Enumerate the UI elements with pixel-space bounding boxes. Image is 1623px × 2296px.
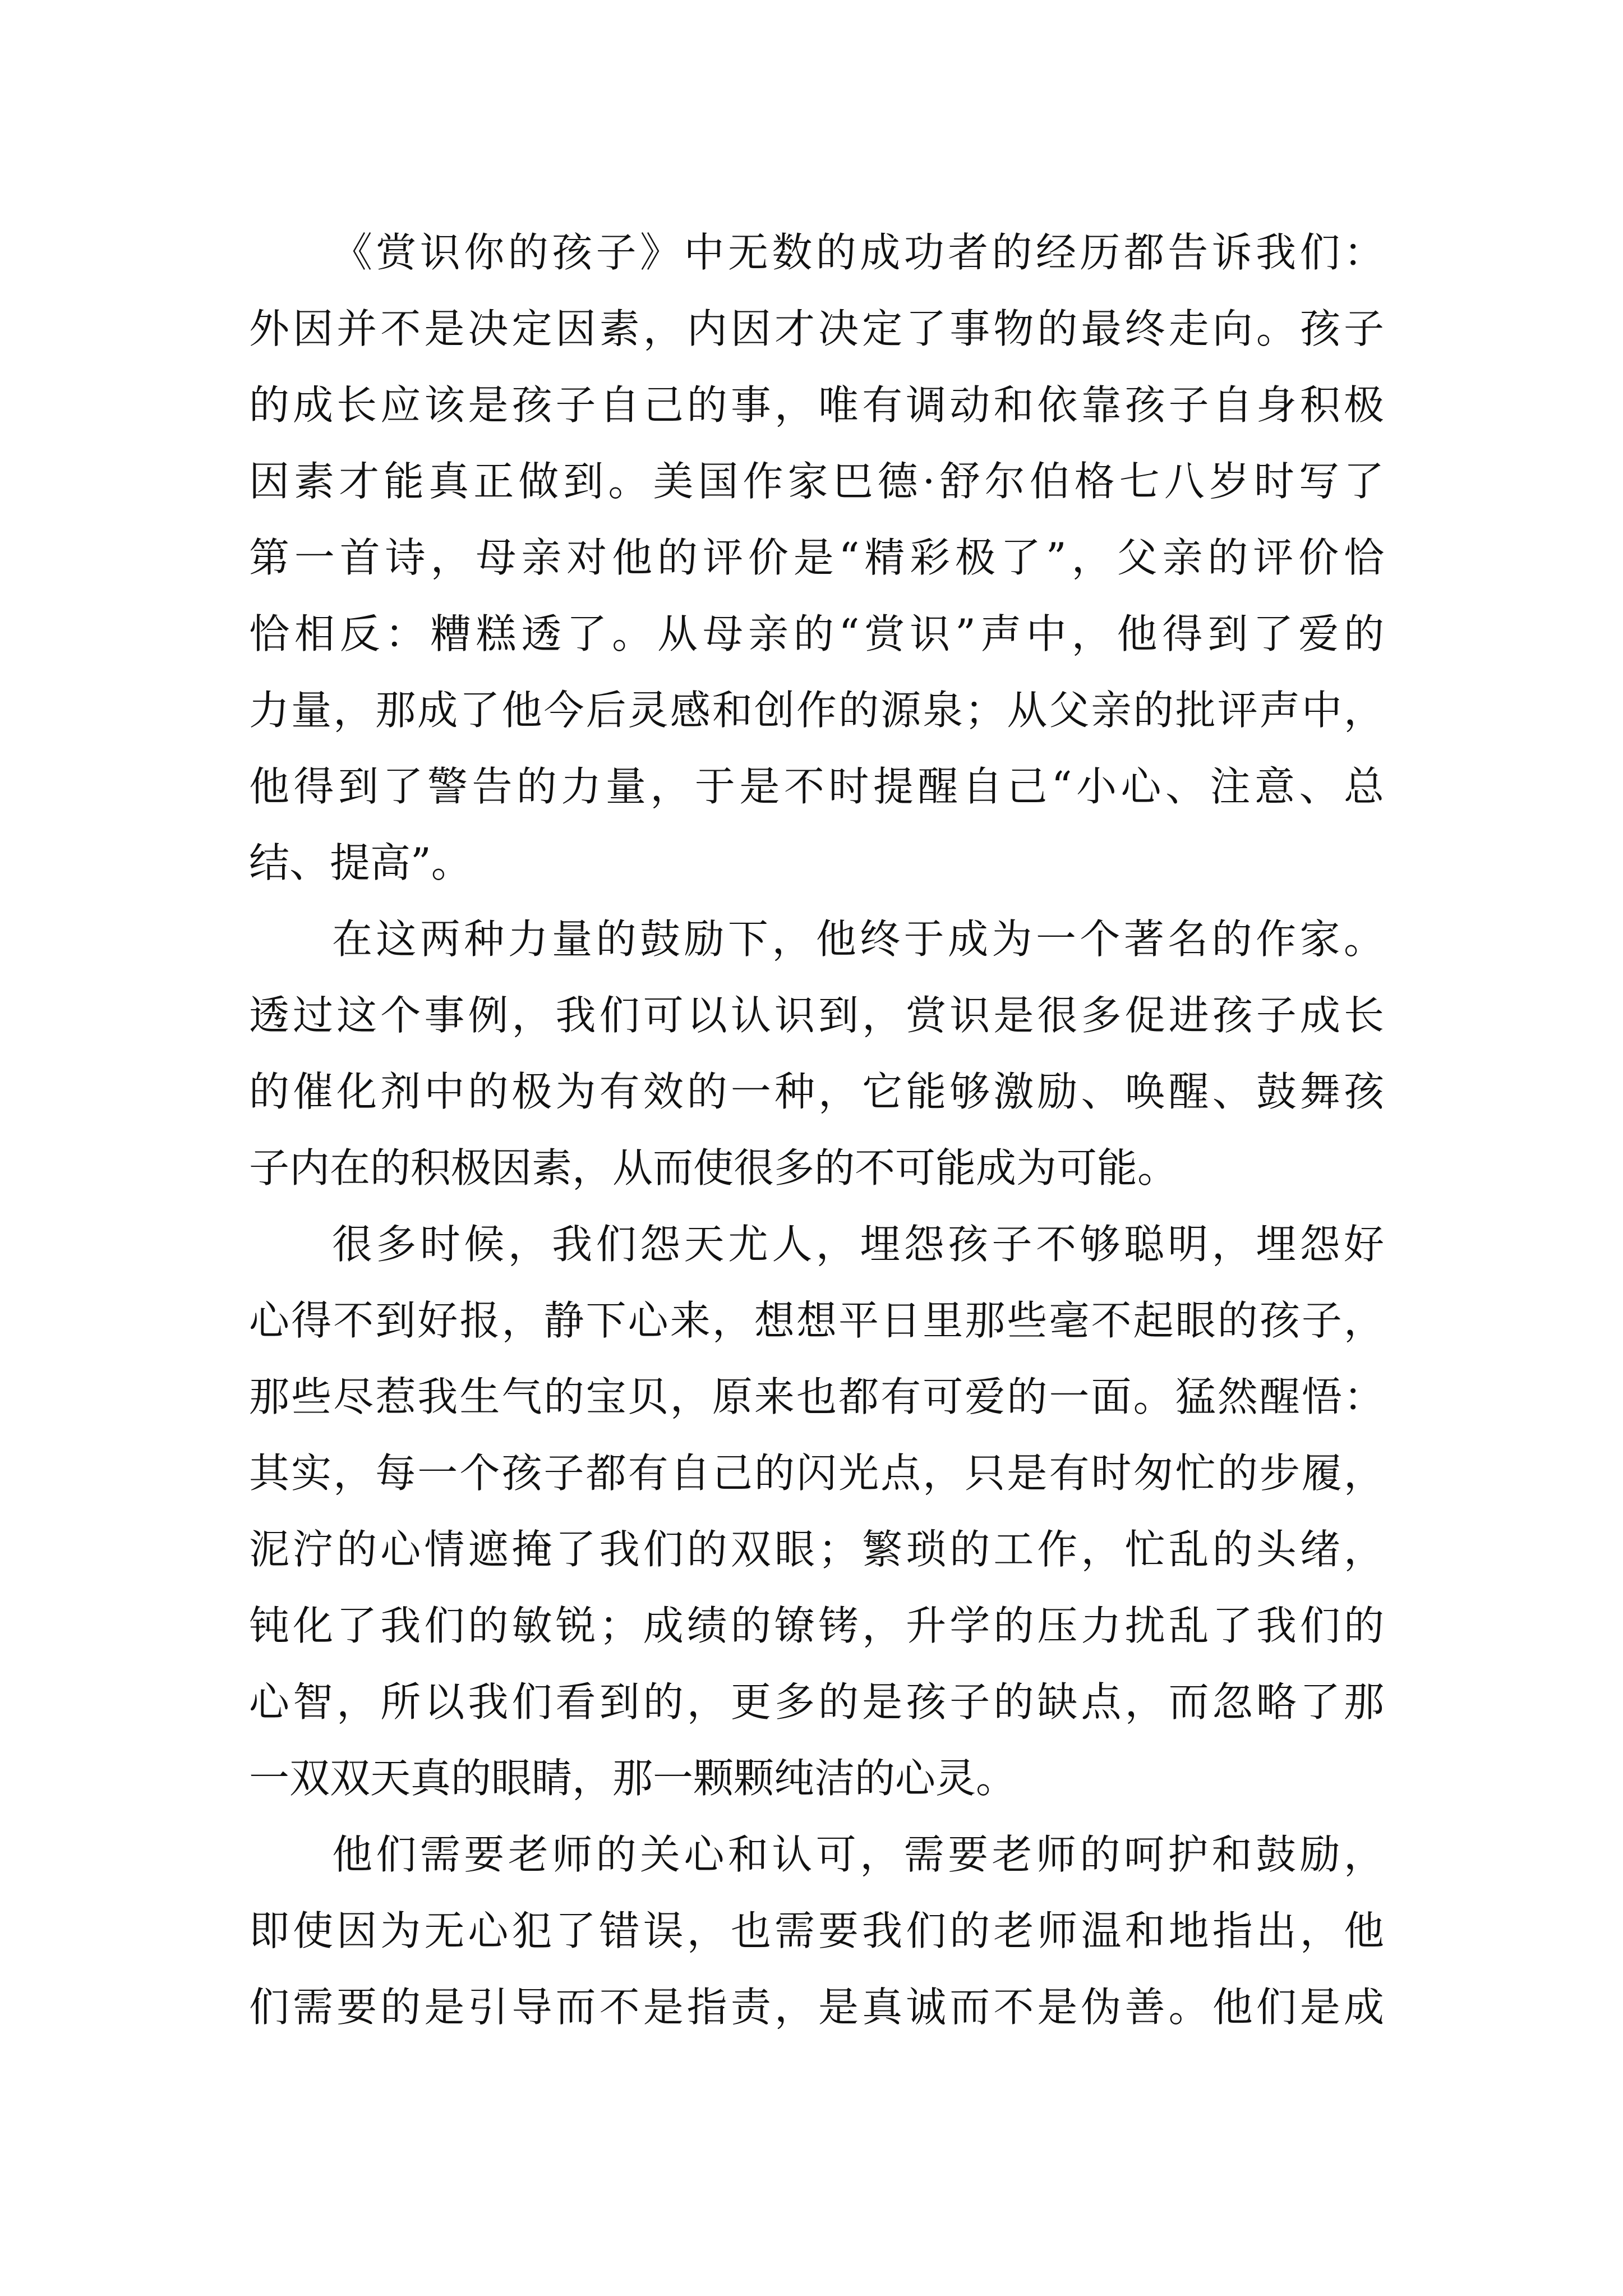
- text-line: 们需要的是引导而不是指责，是真诚而不是伪善。他们是成: [249, 1984, 1384, 2031]
- document-body: [249, 214, 1384, 2045]
- text-line: 《赏识你的孩子》中无数的成功者的经历都告诉我们：: [332, 229, 1384, 276]
- text-line: 子内在的积极因素，从而使很多的不可能成为可能。: [249, 1144, 1178, 1191]
- text-line: 恰相反：糟糕透了。从母亲的“赏识”声中，他得到了爱的: [249, 610, 1384, 657]
- text-line: 力量，那成了他今后灵感和创作的源泉；从父亲的批评声中，: [249, 687, 1384, 734]
- text-line: 在这两种力量的鼓励下，他终于成为一个著名的作家。: [332, 915, 1384, 963]
- paragraph-4: [249, 1816, 1384, 2045]
- text-line: 泥泞的心情遮掩了我们的双眼；繁琐的工作，忙乱的头绪，: [249, 1526, 1384, 1573]
- text-line: 第一首诗，母亲对他的评价是“精彩极了”，父亲的评价恰: [249, 534, 1384, 581]
- text-line: 因素才能真正做到。美国作家巴德·舒尔伯格七八岁时写了: [249, 458, 1384, 505]
- text-line: 即使因为无心犯了错误，也需要我们的老师温和地指出，他: [249, 1907, 1384, 1954]
- text-line: 很多时候，我们怨天尤人，埋怨孩子不够聪明，埋怨好: [332, 1221, 1384, 1268]
- text-line: 心得不到好报，静下心来，想想平日里那些毫不起眼的孩子，: [249, 1297, 1384, 1344]
- text-line: 心智，所以我们看到的，更多的是孩子的缺点，而忽略了那: [249, 1678, 1384, 1726]
- text-line: 外因并不是决定因素，内因才决定了事物的最终走向。孩子: [249, 305, 1384, 352]
- text-line: 的成长应该是孩子自己的事，唯有调动和依靠孩子自身积极: [249, 381, 1384, 429]
- paragraph-3: [249, 1206, 1384, 1816]
- text-line: 结、提高”。: [249, 839, 472, 886]
- text-line: 他得到了警告的力量，于是不时提醒自己“小心、注意、总: [249, 763, 1384, 810]
- text-line: 钝化了我们的敏锐；成绩的镣铐，升学的压力扰乱了我们的: [249, 1602, 1384, 1649]
- text-line: 其实，每一个孩子都有自己的闪光点，只是有时匆忙的步履，: [249, 1450, 1384, 1497]
- text-line: 那些尽惹我生气的宝贝，原来也都有可爱的一面。猛然醒悟：: [249, 1373, 1384, 1420]
- text-line: 一双双天真的眼睛，那一颗颗纯洁的心灵。: [249, 1755, 1017, 1802]
- paragraph-1: [249, 214, 1384, 901]
- text-line: 透过这个事例，我们可以认识到，赏识是很多促进孩子成长: [249, 992, 1384, 1039]
- text-line: 他们需要老师的关心和认可，需要老师的呵护和鼓励，: [332, 1831, 1384, 1878]
- text-line: 的催化剂中的极为有效的一种，它能够激励、唤醒、鼓舞孩: [249, 1068, 1384, 1115]
- paragraph-2: [249, 901, 1384, 1206]
